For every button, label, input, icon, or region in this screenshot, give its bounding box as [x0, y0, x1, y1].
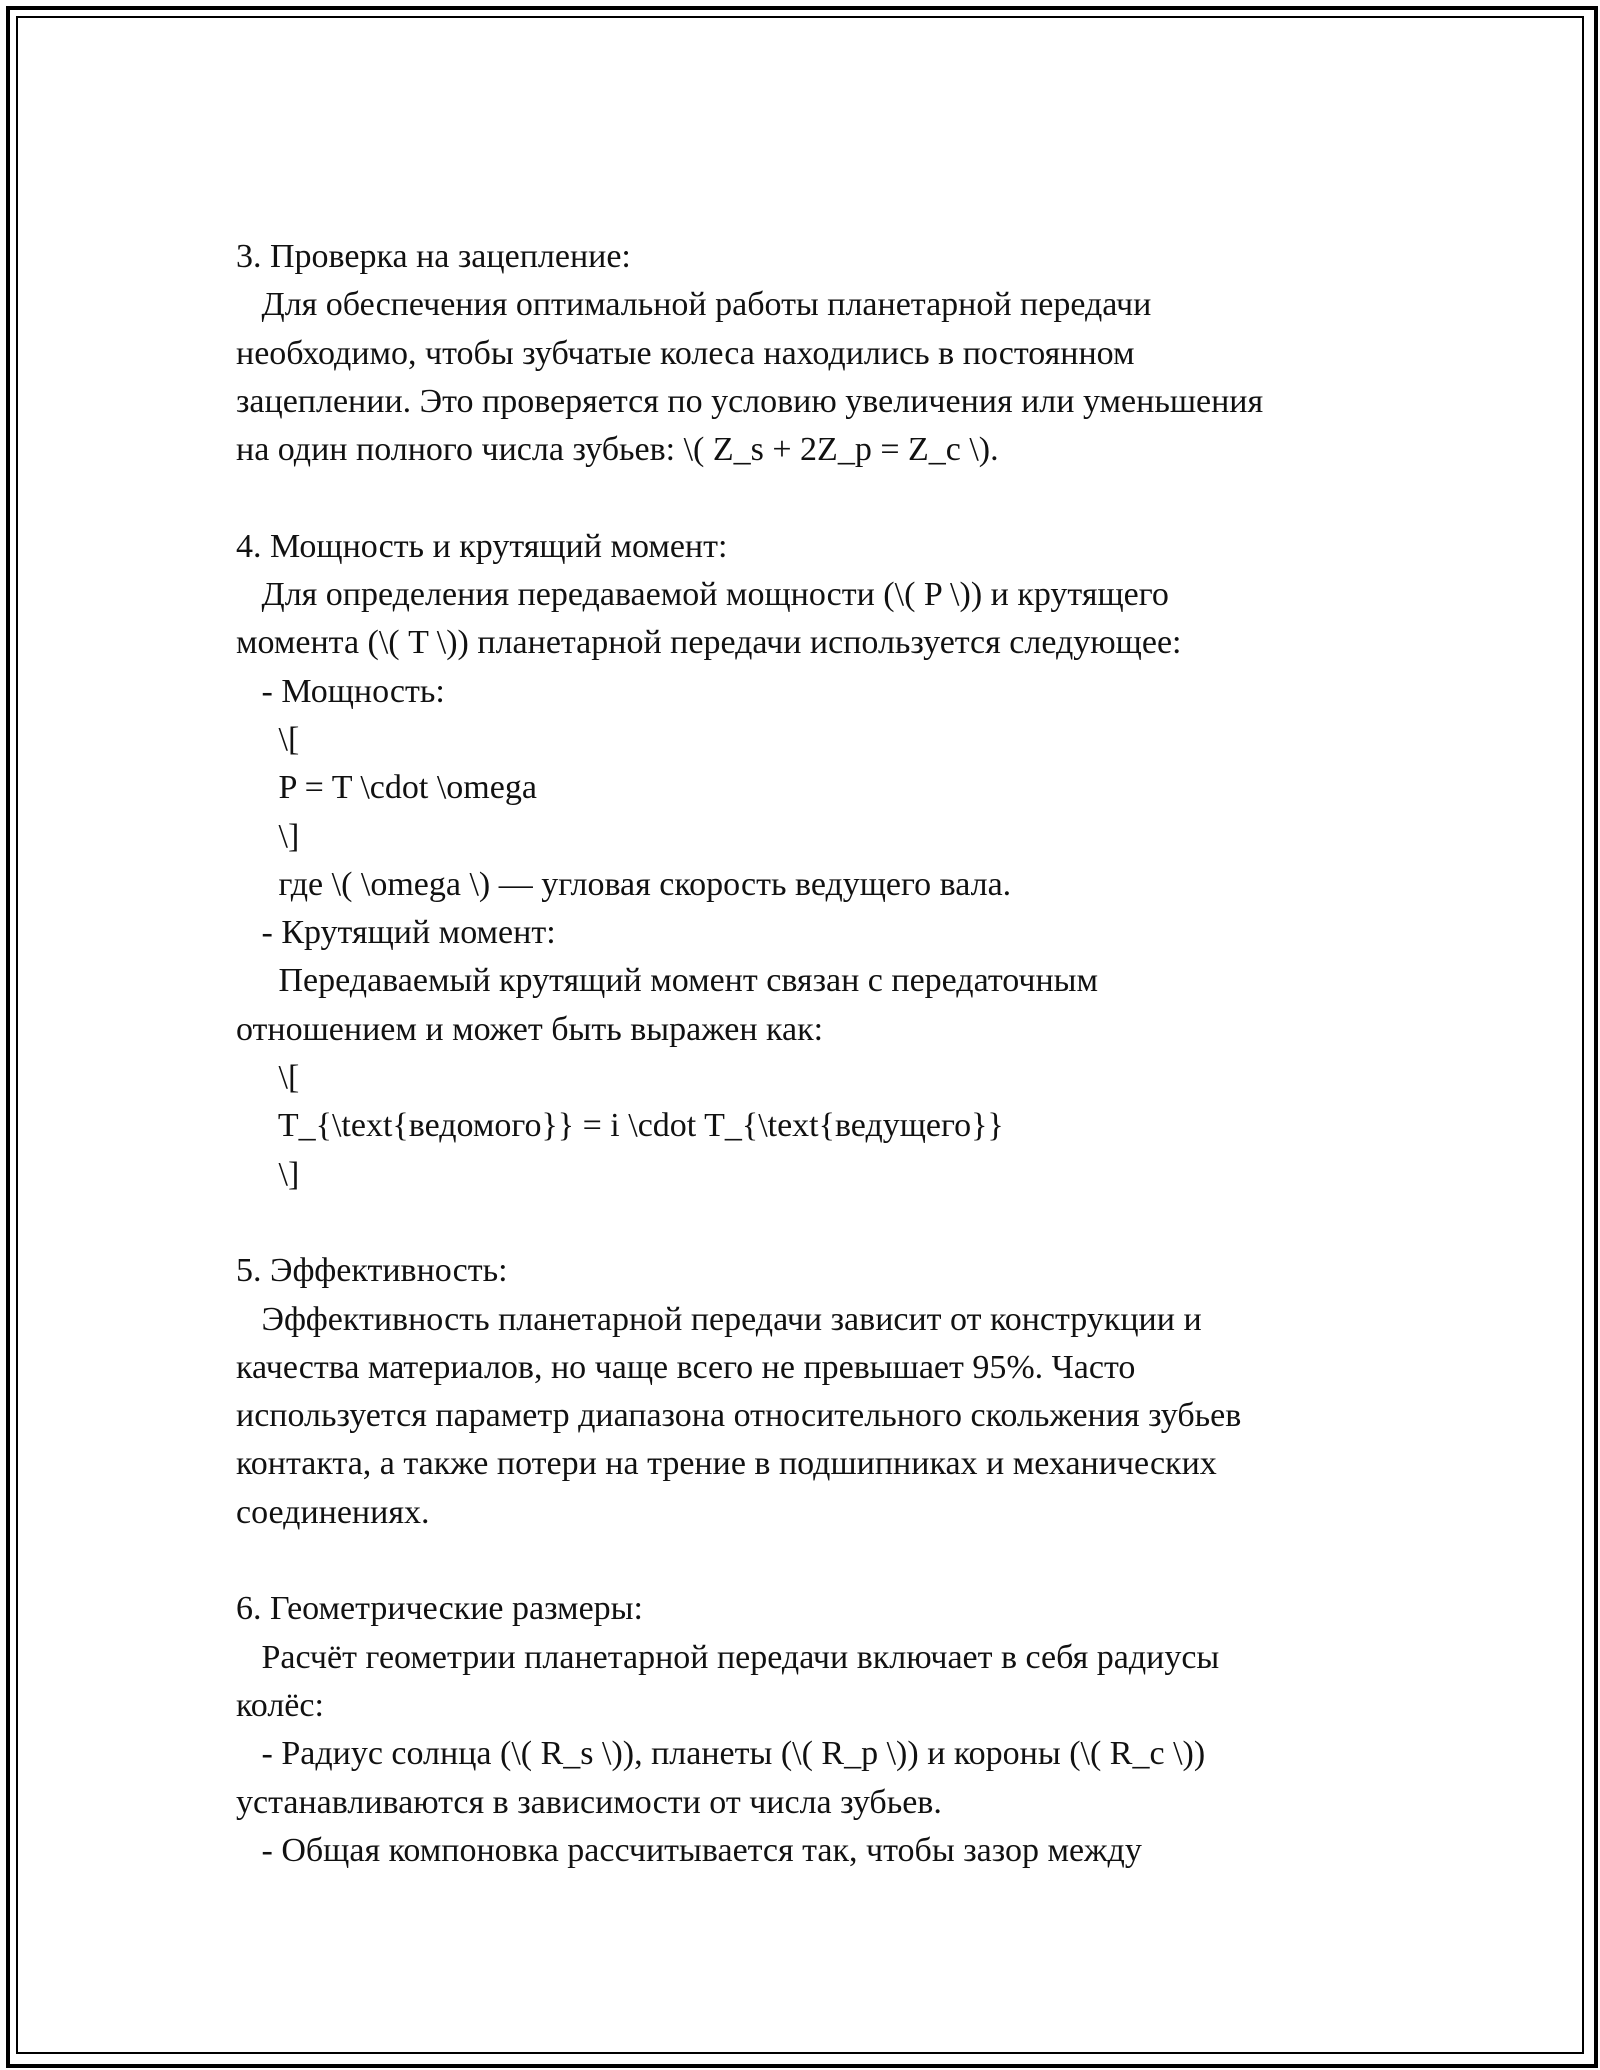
section-5-paragraph-line: качества материалов, но чаще всего не превышает 95%. Часто	[236, 1348, 1136, 1386]
section-5-paragraph-line: используется параметр диапазона относительного скольжения зубьев	[236, 1397, 1242, 1435]
section-6-paragraph-line: колёс:	[236, 1686, 324, 1724]
section-5-paragraph-line: Эффективность планетарной передачи зависит от конструкции и	[236, 1300, 1202, 1338]
formula-open-bracket: \[	[236, 720, 300, 758]
blank-line	[236, 474, 1416, 522]
section-5-paragraph-line: контакта, а также потери на трение в подшипниках и механических	[236, 1445, 1217, 1483]
section-3-paragraph-line: Для обеспечения оптимальной работы планетарной передачи	[236, 286, 1152, 324]
formula-close-bracket: \]	[236, 1155, 300, 1193]
torque-list-item: - Крутящий момент:	[236, 914, 556, 952]
section-4-paragraph-line: момента (\( T \)) планетарной передачи используется следующее:	[236, 624, 1182, 662]
section-5-paragraph-line: соединениях.	[236, 1493, 430, 1531]
section-4-paragraph-line: Для определения передаваемой мощности (\( P \)) и крутящего	[236, 576, 1169, 614]
section-3-paragraph-line: необходимо, чтобы зубчатые колеса находились в постоянном	[236, 334, 1135, 372]
torque-paragraph-line: Передаваемый крутящий момент связан с передаточным	[236, 962, 1099, 1000]
layout-list-item: - Общая компоновка рассчитывается так, чтобы зазор между	[236, 1831, 1142, 1869]
formula-close-bracket: \]	[236, 817, 300, 855]
power-formula: P = T \cdot \omega	[236, 769, 537, 807]
power-list-item: - Мощность:	[236, 672, 445, 710]
radius-list-item: - Радиус солнца (\( R_s \)), планеты (\( R_p \)) и короны (\( R_c \))	[236, 1735, 1206, 1773]
torque-formula: T_{\text{ведомого}} = i \cdot T_{\text{ведущего}}	[236, 1107, 1004, 1145]
section-6-paragraph-line: Расчёт геометрии планетарной передачи включает в себя радиусы	[236, 1638, 1220, 1676]
section-6-heading: 6. Геометрические размеры:	[236, 1590, 643, 1628]
section-3-heading: 3. Проверка на зацепление:	[236, 238, 631, 275]
blank-line	[236, 1199, 1416, 1247]
document-body	[236, 233, 1416, 1875]
formula-open-bracket: \[	[236, 1059, 300, 1097]
section-4-heading: 4. Мощность и крутящий момент:	[236, 527, 728, 565]
section-3-paragraph-line: зацеплении. Это проверяется по условию увеличения или уменьшения	[236, 382, 1264, 420]
section-3-paragraph-line: на один полного числа зубьев: \( Z_s + 2Z_p = Z_c \).	[236, 431, 999, 469]
torque-paragraph-line: отношением и может быть выражен как:	[236, 1010, 824, 1048]
section-5-heading: 5. Эффективность:	[236, 1252, 508, 1290]
blank-line	[236, 1537, 1416, 1585]
radius-list-item-continuation: устанавливаются в зависимости от числа зубьев.	[236, 1783, 942, 1821]
omega-explanation: где \( \omega \) — угловая скорость ведущего вала.	[236, 865, 1012, 903]
